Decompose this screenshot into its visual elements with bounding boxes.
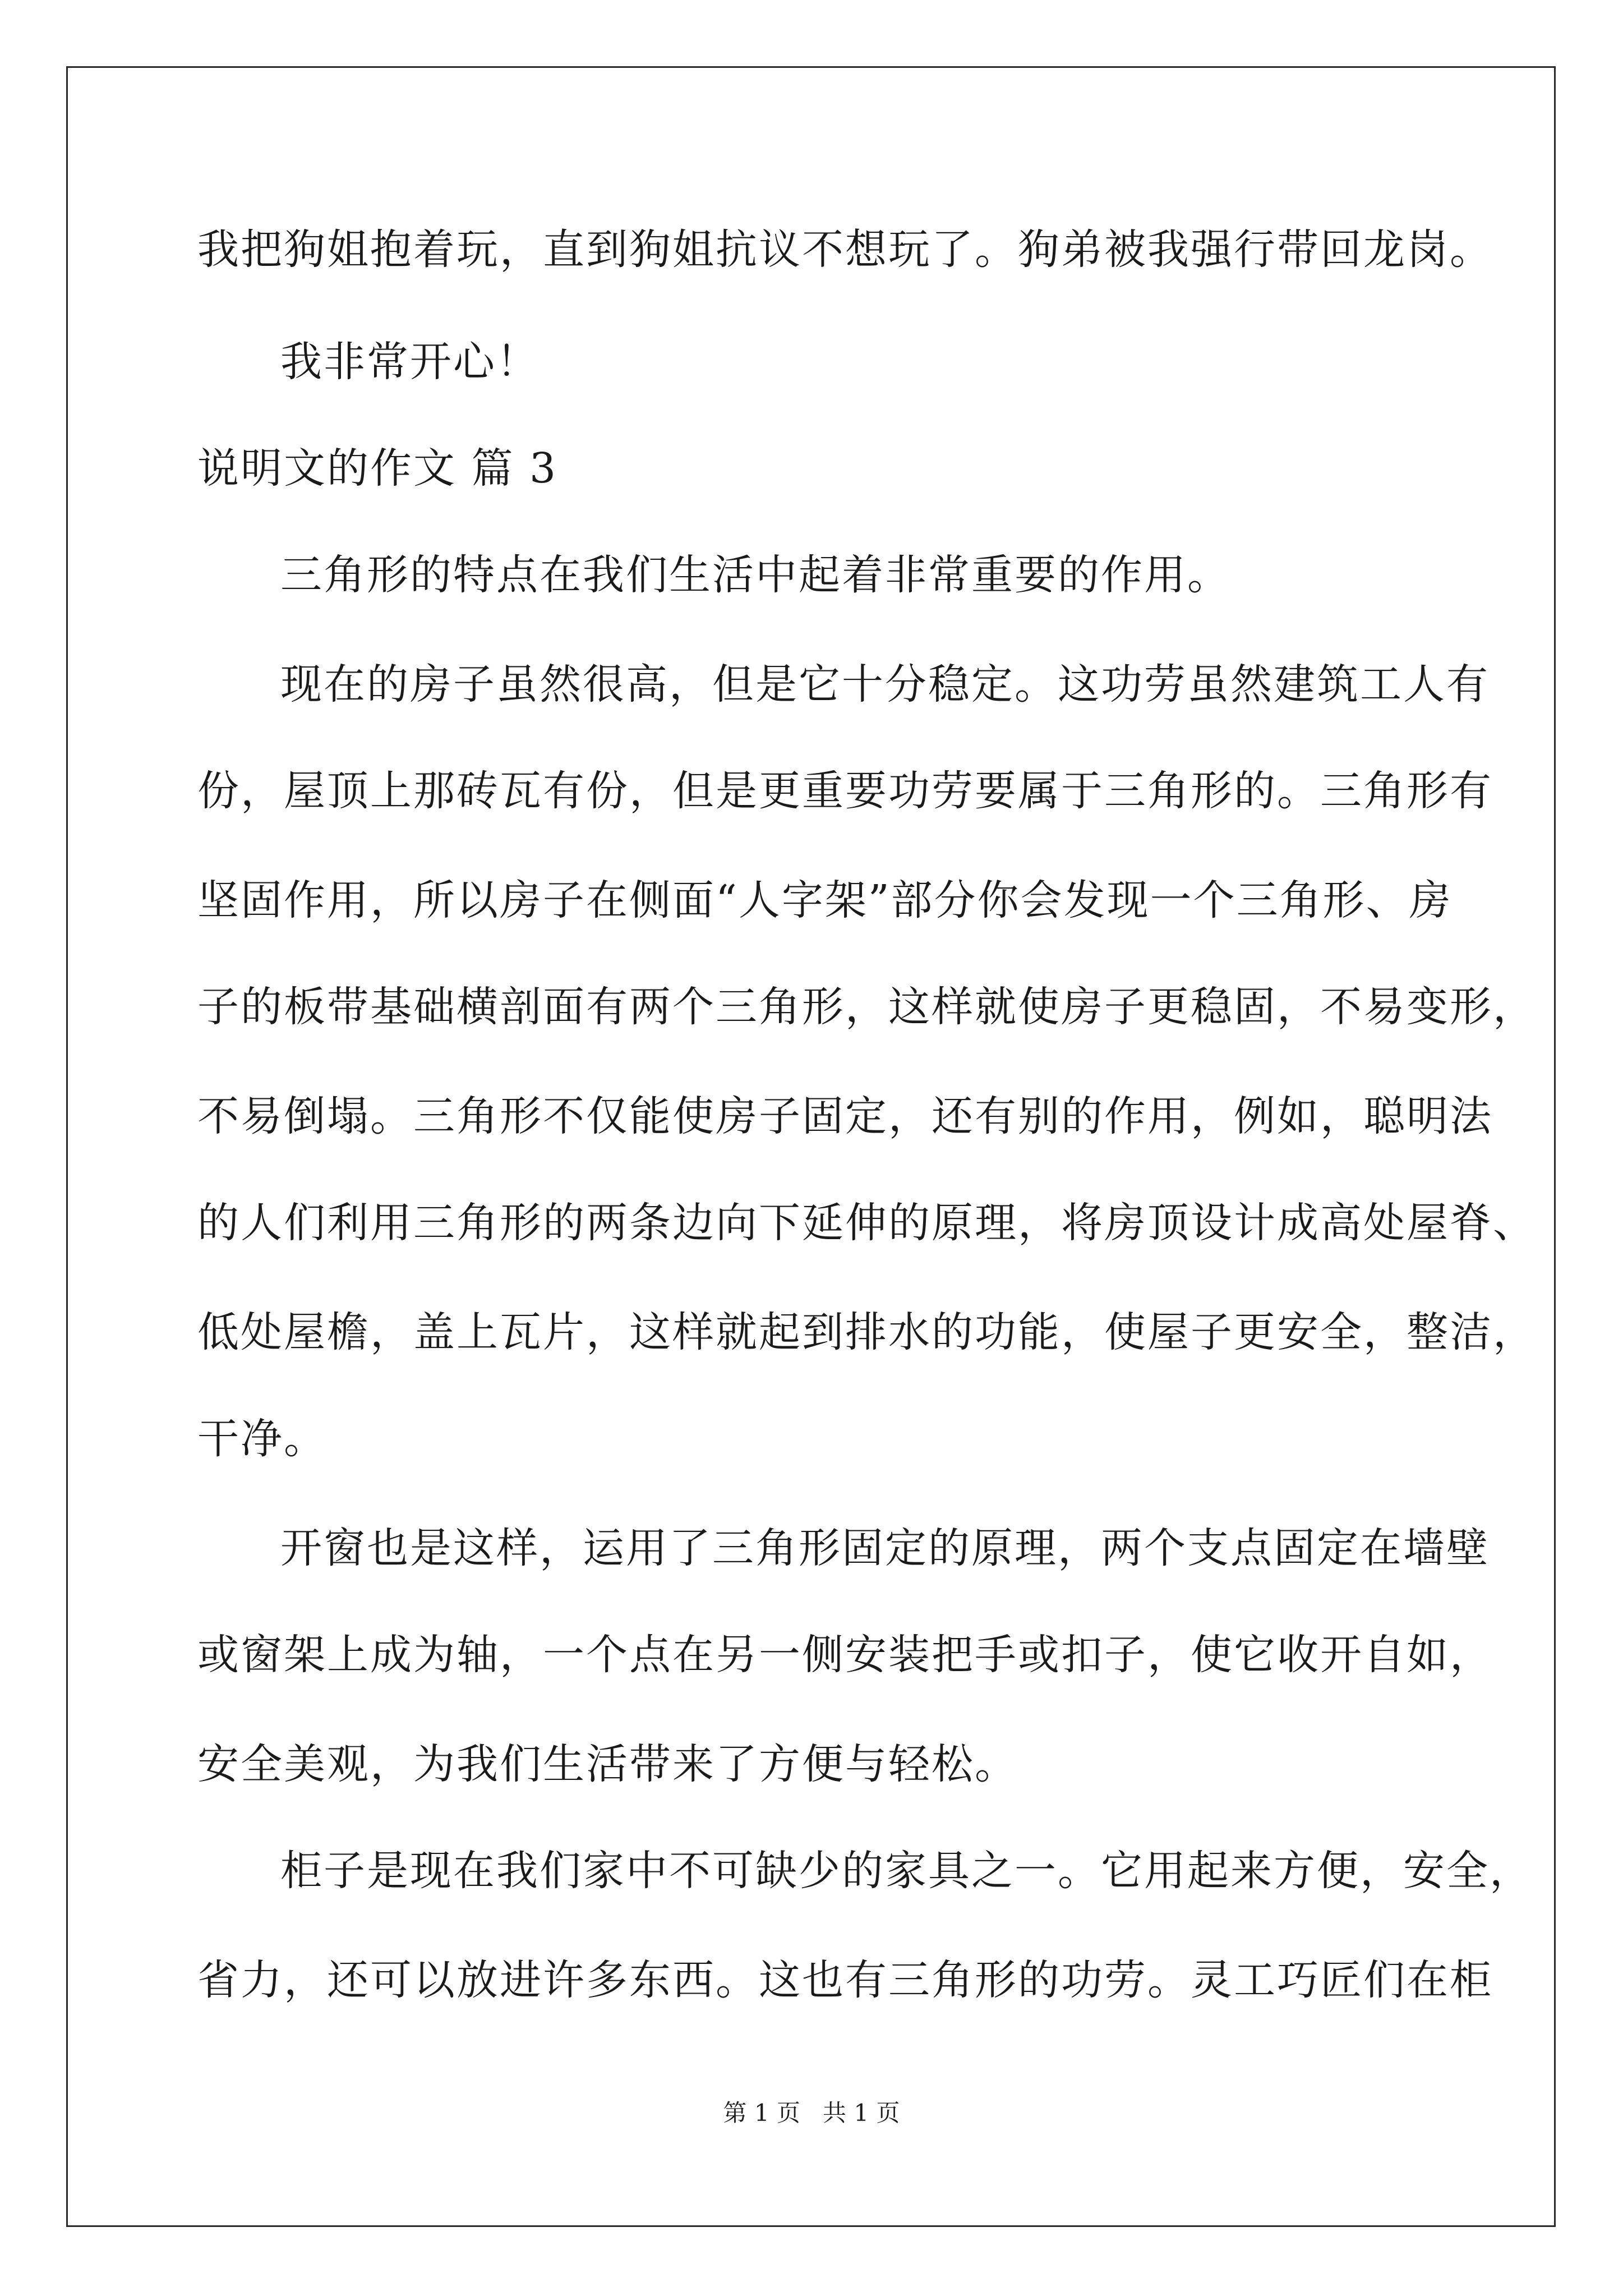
page-border: [66, 66, 1556, 2227]
text-line: 或窗架上成为轴，一个点在另一侧安装把手或扣子，使它收开自如，: [197, 1631, 1493, 1679]
text-line: 我把狗姐抱着玩，直到狗姐抗议不想玩了。狗弟被我强行带回龙岗。: [197, 226, 1493, 274]
text-line: 份，屋顶上那砖瓦有份，但是更重要功劳要属于三角形的。三角形有: [197, 767, 1493, 815]
text-line: 省力，还可以放进许多东西。这也有三角形的功劳。灵工巧匠们在柜: [197, 1956, 1493, 2004]
text-line: 低处屋檐，盖上瓦片，这样就起到排水的功能，使屋子更安全，整洁，: [197, 1308, 1536, 1356]
page-footer: 第 1 页 共 1 页: [723, 2099, 900, 2127]
section-heading: 说明文的作文 篇 3: [197, 444, 558, 493]
text-line: 柜子是现在我们家中不可缺少的家具之一。它用起来方便，安全，: [280, 1847, 1533, 1895]
text-line: 不易倒塌。三角形不仅能使房子固定，还有别的作用，例如，聪明法: [197, 1092, 1493, 1140]
text-line: 开窗也是这样，运用了三角形固定的原理，两个支点固定在墙壁: [280, 1524, 1490, 1572]
text-line: 的人们利用三角形的两条边向下延伸的原理，将房顶设计成高处屋脊、: [197, 1199, 1536, 1247]
text-line: 我非常开心！: [280, 338, 540, 386]
text-line: 现在的房子虽然很高，但是它十分稳定。这功劳虽然建筑工人有: [280, 660, 1490, 708]
text-line: 安全美观，为我们生活带来了方便与轻松。: [197, 1740, 1018, 1788]
text-line: 子的板带基础横剖面有两个三角形，这样就使房子更稳固，不易变形，: [197, 983, 1536, 1031]
text-line: 干净。: [197, 1415, 327, 1463]
text-line: 坚固作用，所以房子在侧面“人字架”部分你会发现一个三角形、房: [197, 876, 1453, 924]
text-line: 三角形的特点在我们生活中起着非常重要的作用。: [280, 551, 1230, 599]
